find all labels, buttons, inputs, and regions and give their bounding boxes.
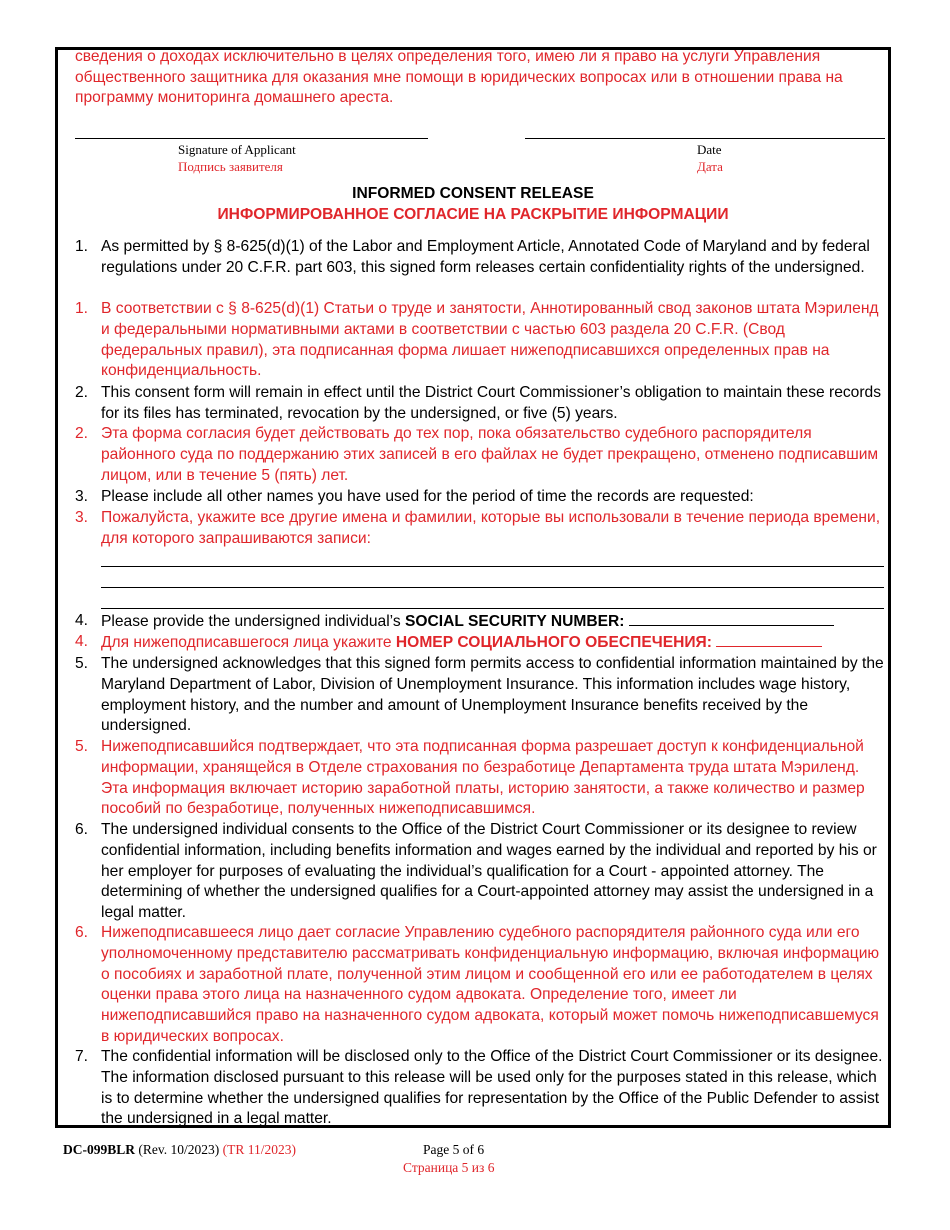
date-label-ru: Дата bbox=[697, 159, 723, 174]
item-text-ru: Нижеподписавшийся подтверждает, что эта подписанная форма разрешает доступ к конфиденциальной информации, хранящейся в Отделе страхования по безработице Департамента труда штата Мэриленд. Эта информация включает историю заработной платы, историю занятости, а также количество и размер пособий по безработице, полученных нижеподписавшимся. bbox=[101, 738, 865, 818]
list-item-ru bbox=[75, 737, 890, 820]
ssn-input-line[interactable] bbox=[629, 611, 834, 626]
list-item-ru bbox=[75, 299, 890, 382]
form-id bbox=[63, 1141, 296, 1159]
signature-label-ru: Подпись заявителя bbox=[178, 159, 283, 174]
list-item-ru bbox=[75, 923, 890, 1048]
item-text: As permitted by § 8-625(d)(1) of the Labor and Employment Article, Annotated Code of Maryland and by federal regulations under 20 C.F.R. part 603, this signed form releases certain confidentiality rights of the undersigned. bbox=[101, 238, 870, 276]
list-item-ru bbox=[75, 508, 890, 550]
item-number: 6. bbox=[75, 924, 89, 941]
form-number: DC-099BLR bbox=[63, 1142, 136, 1157]
item-text-ru: Пожалуйста, укажите все другие имена и фамилии, которые вы использовали в течение периода времени, для которого запрашиваются записи: bbox=[101, 509, 881, 547]
other-names-line[interactable] bbox=[101, 587, 884, 588]
form-revision: (Rev. 10/2023) bbox=[138, 1142, 220, 1157]
item-text: The undersigned individual consents to the Office of the District Court Commissioner or its designee to review confidential information, including benefits information and wages earned by the individual and reported by his or her employer for purposes of evaluating the individual’s qualification for a Court - appointed attorney. The determining of whether the undersigned qualifies for a Court-appointed attorney may assist the undersigned in a legal matter. bbox=[101, 821, 877, 922]
other-names-line[interactable] bbox=[101, 566, 884, 567]
page-number-ru: Страница 5 из 6 bbox=[403, 1160, 495, 1175]
item-text: The undersigned acknowledges that this signed form permits access to confidential information maintained by the Maryland Department of Labor, Division of Unemployment Insurance. This information includes wage history, employment history, and the number and amount of Unemployment Insurance benefits received by the undersigned. bbox=[101, 655, 884, 735]
list-item bbox=[75, 1047, 890, 1130]
section-title: INFORMED CONSENT RELEASE bbox=[352, 185, 594, 202]
list-item bbox=[75, 820, 890, 924]
item-number: 3. bbox=[75, 509, 89, 526]
item-number: 4. bbox=[75, 612, 89, 629]
date-label: Date bbox=[697, 142, 722, 157]
list-item bbox=[75, 383, 890, 425]
item-number: 1. bbox=[75, 238, 89, 255]
page-number: Page 5 of 6 bbox=[423, 1142, 485, 1157]
item-text-ru: Нижеподписавшееся лицо дает согласие Управлению судебного распорядителя районного суда или его уполномоченному представителю рассматривать конфиденциальную информацию, включая информацию о пособиях и заработной плате, полученной этим лицом и сообщенной его или ее работодателем в целях оценки права этого лица на назначенного судом адвоката. Определение того, имеет ли нижеподписавшийся право на назначенного судом адвоката, который может помочь нижеподписавшемуся в юридических вопросах. bbox=[101, 924, 880, 1045]
item-number: 5. bbox=[75, 738, 89, 755]
item-text: Please provide the undersigned individual’s bbox=[101, 613, 405, 630]
item-number: 6. bbox=[75, 821, 89, 838]
item-number: 5. bbox=[75, 655, 89, 672]
item-text: The confidential information will be disclosed only to the Office of the District Court Commissioner or its designee. The information disclosed pursuant to this release will be used only for the purposes stated in this release, which is to determine whether the undersigned qualifies for representation by the Office of the Public Defender to assist the undersigned in a legal matter. bbox=[101, 1048, 883, 1128]
item-text-ru: В соответствии с § 8-625(d)(1) Статьи о труде и занятости, Аннотированный свод законов штата Мэриленд и федеральными нормативными актами в соответствии с частью 603 раздела 20 C.F.R. (Свод федеральных правил), эта подписанная форма лишает нижеподписавшихся определенных прав на конфиденциальность. bbox=[101, 300, 879, 380]
item-text-ru: Для нижеподписавшегося лица укажите bbox=[101, 634, 396, 651]
item-number: 7. bbox=[75, 1048, 89, 1065]
ssn-label: SOCIAL SECURITY NUMBER: bbox=[405, 613, 625, 630]
item-number: 1. bbox=[75, 300, 89, 317]
item-number: 2. bbox=[75, 384, 89, 401]
section-title-ru: ИНФОРМИРОВАННОЕ СОГЛАСИЕ НА РАСКРЫТИЕ ИНФОРМАЦИИ bbox=[217, 206, 729, 223]
list-item-ru bbox=[75, 424, 890, 486]
signature-label: Signature of Applicant bbox=[178, 142, 296, 157]
ssn-label-ru: НОМЕР СОЦИАЛЬНОГО ОБЕСПЕЧЕНИЯ: bbox=[395, 634, 712, 651]
item-number: 4. bbox=[75, 633, 89, 650]
signature-line[interactable] bbox=[75, 138, 428, 139]
item-text: Please include all other names you have used for the period of time the records are requested: bbox=[101, 488, 754, 505]
list-item bbox=[75, 237, 890, 279]
list-item bbox=[75, 611, 890, 633]
list-item bbox=[75, 487, 890, 508]
intro-russian-text: сведения о доходах исключительно в целях определения того, имею ли я право на услуги Управления общественного защитника для оказания мне помощи в юридических вопросах или в отношении права на программу мониторинга домашнего ареста. bbox=[75, 48, 843, 106]
translation-revision: (TR 11/2023) bbox=[222, 1142, 297, 1157]
item-text: This consent form will remain in effect until the District Court Commissioner’s obligation to maintain these records for its files has terminated, revocation by the undersigned, or five (5) years. bbox=[101, 384, 882, 422]
date-line[interactable] bbox=[525, 138, 885, 139]
ssn-input-line-ru[interactable] bbox=[716, 632, 822, 647]
item-number: 3. bbox=[75, 488, 89, 505]
item-number: 2. bbox=[75, 425, 89, 442]
list-item bbox=[75, 654, 890, 737]
list-item-ru bbox=[75, 632, 890, 654]
other-names-line[interactable] bbox=[101, 608, 884, 609]
item-text-ru: Эта форма согласия будет действовать до тех пор, пока обязательство судебного распорядителя районного суда по поддержанию этих записей в его файлах не будет прекращено, отменено подписавшим лицом, или в течение 5 (пять) лет. bbox=[101, 425, 879, 484]
